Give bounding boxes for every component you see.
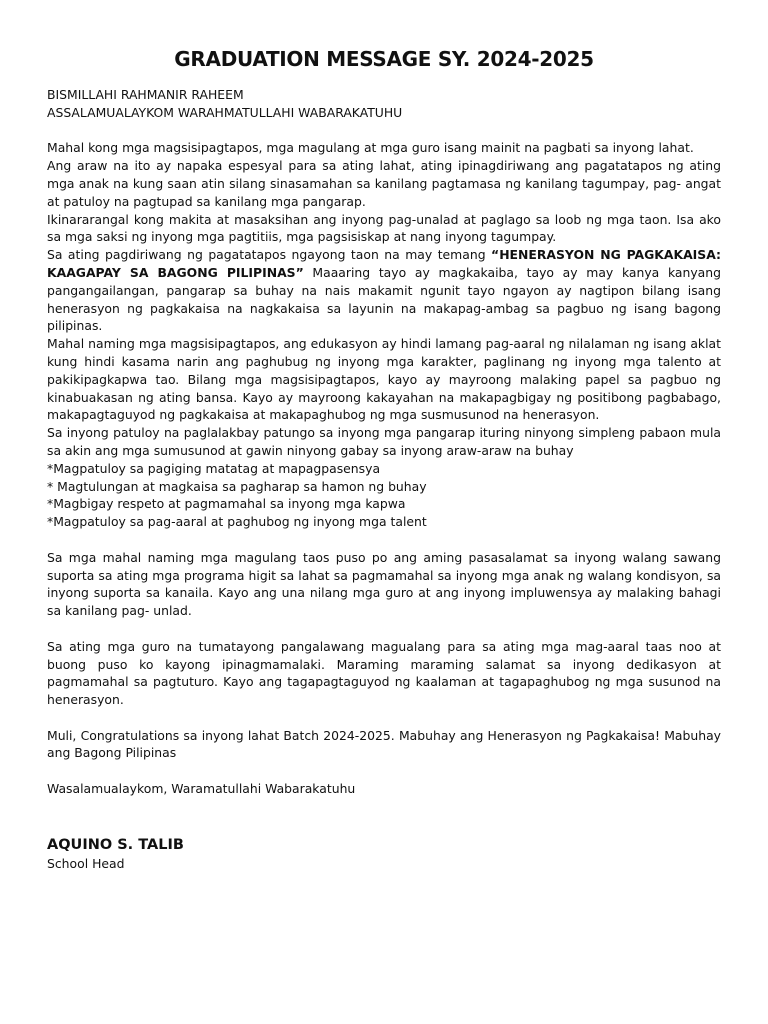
document-page xyxy=(47,44,721,872)
spacer xyxy=(47,816,721,835)
theme-intro-text: Sa ating pagdiriwang ng pagatatapos ngayong taon na may temang xyxy=(47,247,492,263)
spacer xyxy=(47,762,721,780)
paragraph-parents: Sa mga mahal naming mga magulang taos puso po ang aming pasasalamat sa inyong walang sawang suporta sa ating mga programa higit sa lahat sa pagmamahal sa inyong mga anak ng walang kondisyon, sa inyong suporta sa kanaila. Kayo ang una nilang mga guro at ang inyong impluwensya ay malaking bahagi sa kanilang pag- unlad. xyxy=(47,549,721,619)
paragraph-teachers: Sa ating mga guro na tumatayong pangalawang magualang para sa ating mga mag-aaral taas noo at buong puso ko kayong ipinagmamalaki. Maraming maraming salamat sa inyong dedikasyon at pagmamahal sa pagtuturo. Kayo ang tagapagtaguyod ng kaalaman at tagapaghubog ng mga susunod na henerasyon. xyxy=(47,638,721,708)
paragraph-closing: Muli, Congratulations sa inyong lahat Batch 2024-2025. Mabuhay ang Henerasyon ng Pagkakaisa! Mabuhay ang Bagong Pilipinas xyxy=(47,727,721,761)
greeting-line-1: BISMILLAHI RAHMANIR RAHEEM xyxy=(47,87,244,102)
list-item: *Magpatuloy sa pagiging matatag at mapagpasensya xyxy=(47,460,381,476)
paragraph-honored: Ikinararangal kong makita at masaksihan ang inyong pag-unalad at paglago sa loob ng mga taon. Isa ako sa mga saksi ng inyong mga pagtitiis, mga pagsisiskap at nang inyong tagumpay. xyxy=(47,211,721,245)
theme-title: “HENERASYON NG PAGKAKAISA: KAAGAPAY SA BAGONG PILIPINAS” xyxy=(47,247,721,280)
paragraph-education: Mahal naming mga magsisipagtapos, ang edukasyon ay hindi lamang pag-aaral ng nilalaman ng isang aklat kung hindi kasama narin ang paghubug ng inyong mga karakter, paglinang ng inyong mga talento at pakikipagkapwa tao. Bilang mga magsisipagtapos, kayo ay mayroong malaking papel sa pagbuo ng kinabuakasan ng ating bansa. Kayo ay mayroong kakayahan na makapagbigay ng positibong pagbabago, makapagtaguyod ng pagkakaisa at makapaghubog ng mga susmusunod na henerasyon. xyxy=(47,336,721,423)
list-item: * Magtulungan at magkaisa sa pagharap sa hamon ng buhay xyxy=(47,478,427,494)
advice-list xyxy=(47,460,721,531)
signatory-name: AQUINO S. TALIB xyxy=(47,836,184,853)
spacer xyxy=(47,620,721,638)
paragraph-salutation: Mahal kong mga magsisipagtapos, mga magulang at mga guro isang mainit na pagbati sa inyong lahat. xyxy=(47,140,694,156)
theme-body-text: Maaaring tayo ay magkakaiba, tayo ay may kanya kanyang pangangailangan, pangarap sa buhay na nais makamit ngunit tayo ngayon ay nagtipon bilang isang henerasyon ng pagkakaisa na nagkakaisa sa layunin na makapag-ambag sa pagbuo ng isang bagong pilipinas. xyxy=(47,264,721,334)
spacer xyxy=(47,122,721,140)
spacer xyxy=(47,798,721,816)
page-title: GRADUATION MESSAGE SY. 2024-2025 xyxy=(174,47,594,71)
list-item: *Magbigay respeto at pagmamahal sa inyong mga kapwa xyxy=(47,496,406,512)
paragraph-special-day: Ang araw na ito ay napaka espesyal para sa ating lahat, ating ipinagdiriwang ang pagatatapos ng ating mga anak na kung saan atin silang sinasamahan sa kanilang pagtamasa ng kanilang tagumpay, pag- angat at patuloy na pagtupad sa kanilang mga pangarap. xyxy=(47,158,721,209)
paragraph-journey: Sa inyong patuloy na paglalakbay patungo sa inyong mga pangarap ituring ninyong simpleng pabaon mula sa akin ang mga sumusunod at gawin ninyong gabay sa inyong araw-araw na buhay xyxy=(47,425,721,458)
list-item: *Magpatuloy sa pag-aaral at paghubog ng inyong mga talent xyxy=(47,514,427,530)
signatory-role: School Head xyxy=(47,855,125,871)
farewell-line: Wasalamualaykom, Waramatullahi Wabarakatuhu xyxy=(47,781,356,797)
spacer xyxy=(47,531,721,549)
paragraph-theme xyxy=(47,246,721,335)
spacer xyxy=(47,709,721,727)
greeting-line-2: ASSALAMUALAYKOM WARAHMATULLAHI WABARAKATUHU xyxy=(47,104,403,120)
